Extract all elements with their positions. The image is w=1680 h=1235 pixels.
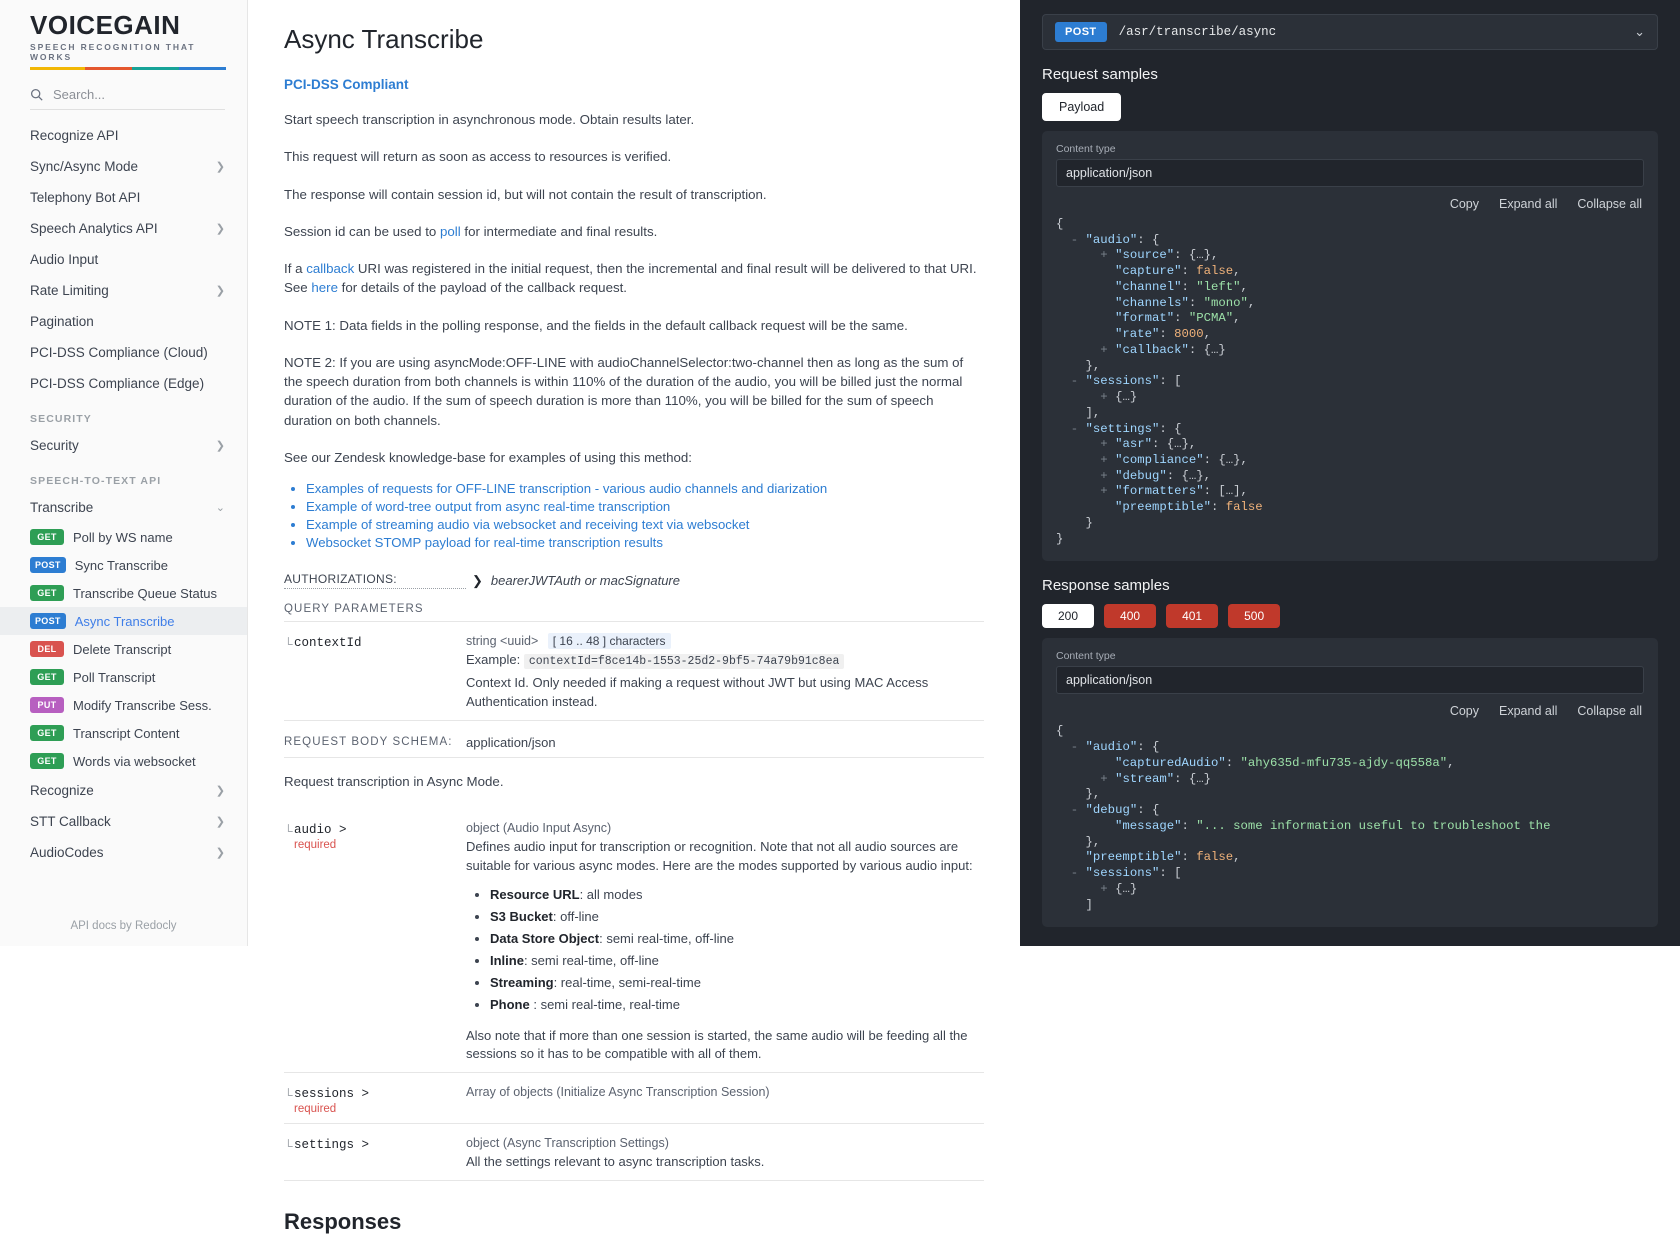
- op-label: Poll Transcript: [73, 669, 156, 685]
- note-1: NOTE 1: Data fields in the polling response, and the fields in the default callback request will be the same.: [284, 317, 908, 333]
- param-right: [466, 634, 984, 711]
- status-tab-200[interactable]: 200: [1042, 604, 1094, 628]
- chevron-right-icon[interactable]: ❯: [472, 572, 483, 588]
- param-type: object (Async Transcription Settings): [466, 1136, 669, 1151]
- search-input[interactable]: [51, 86, 211, 103]
- sidebar-item-label: Rate Limiting: [30, 283, 109, 298]
- list-item: [490, 952, 984, 970]
- sidebar-item-telephony-bot-api[interactable]: [0, 182, 247, 213]
- status-tab-401[interactable]: 401: [1166, 604, 1218, 628]
- param-name[interactable]: sessions >: [294, 1087, 370, 1102]
- mode-name: Data Store Object: [490, 930, 600, 946]
- list-item[interactable]: [306, 481, 984, 496]
- responses-heading: Responses: [284, 1209, 402, 1235]
- here-link[interactable]: here: [311, 280, 338, 296]
- body-field-settings: [284, 1124, 984, 1181]
- sidebar-op-transcribe-queue-status[interactable]: [0, 579, 247, 607]
- sidebar-item-security[interactable]: [0, 430, 247, 461]
- endpoint-method-badge: POST: [1055, 22, 1107, 42]
- response-samples-title: Response samples: [1042, 577, 1170, 595]
- sidebar-item-pci-dss-edge[interactable]: [0, 368, 247, 399]
- logo-color-bar: [30, 67, 226, 70]
- tree-branch-icon: └: [284, 1139, 293, 1154]
- list-item[interactable]: [306, 535, 984, 550]
- sidebar-op-delete-transcript[interactable]: [0, 635, 247, 663]
- list-item: [490, 908, 984, 926]
- sidebar-item-label: Sync/Async Mode: [30, 159, 139, 174]
- sidebar-section-security: SECURITY: [30, 413, 92, 425]
- logo-part1: VOICE: [30, 10, 114, 40]
- auth-value-1: bearerJWTAuth: [490, 573, 581, 589]
- mode-text: : semi real-time, off-line: [523, 953, 659, 969]
- sidebar-item-label: Recognize API: [30, 128, 119, 143]
- chevron-right-icon: ❯: [215, 785, 225, 797]
- session-id-paragraph: [284, 222, 984, 241]
- content-type-value[interactable]: application/json: [1056, 159, 1644, 187]
- copy-button[interactable]: Copy: [1449, 197, 1479, 211]
- mode-name: Inline: [490, 953, 524, 969]
- request-samples-title: Request samples: [1042, 66, 1158, 83]
- collapse-all-button[interactable]: Collapse all: [1577, 197, 1642, 211]
- op-label: Async Transcribe: [74, 613, 175, 629]
- chevron-right-icon: ❯: [215, 440, 225, 452]
- method-badge: GET: [30, 753, 64, 769]
- sidebar-item-label: Telephony Bot API: [30, 190, 141, 205]
- list-item: [490, 996, 984, 1014]
- sidebar-item-rate-limiting[interactable]: [0, 275, 247, 306]
- endpoint-path: /asr/transcribe/async: [1118, 25, 1277, 39]
- status-tab-500[interactable]: 500: [1228, 604, 1280, 628]
- mode-text: : off-line: [552, 908, 599, 924]
- sidebar-item-label: PCI-DSS Compliance (Cloud): [30, 345, 208, 360]
- request-sample-card: [1042, 131, 1658, 561]
- response-code-block: { - "audio": { "capturedAudio": "ahy635d-mfu735-ajdy-qq558a", + "stream": {…} }, - "debug": { "message": "... some information useful to troubleshoot the }, "preemptible": false, - "sessions": [ + {…} ]: [1056, 724, 1551, 912]
- method-badge: PUT: [30, 697, 64, 713]
- sidebar-footer: API docs by Redocly: [0, 910, 247, 946]
- sidebar-item-audiocodes[interactable]: [0, 837, 247, 868]
- request-code-actions: [1056, 197, 1642, 211]
- authorizations-value: [491, 573, 680, 588]
- method-badge: GET: [30, 669, 64, 685]
- intro-paragraph-3: The response will contain session id, but will not contain the result of transcription.: [284, 186, 767, 202]
- intro-paragraph-2: This request will return as soon as access to resources is verified.: [284, 149, 672, 165]
- method-badge: GET: [30, 585, 64, 601]
- method-badge: GET: [30, 725, 64, 741]
- example-links-list: [284, 481, 984, 550]
- logo[interactable]: [0, 0, 247, 80]
- sidebar: [0, 0, 248, 946]
- param-name[interactable]: settings >: [294, 1138, 370, 1153]
- body-field-sessions: [284, 1073, 984, 1124]
- op-label: Sync Transcribe: [74, 557, 168, 573]
- pci-dss-compliant-label: PCI-DSS Compliant: [284, 77, 409, 92]
- sidebar-op-modify-transcribe-session[interactable]: [0, 691, 247, 719]
- mode-name: S3 Bucket: [490, 908, 553, 924]
- op-label: Poll by WS name: [73, 529, 173, 545]
- sidebar-nav: [0, 120, 247, 868]
- body-field-audio: [284, 809, 984, 1074]
- chevron-down-icon[interactable]: ⌄: [1634, 24, 1645, 39]
- param-right: [466, 1085, 984, 1115]
- sidebar-item-label: Security: [30, 438, 79, 453]
- sidebar-item-stt-callback[interactable]: [0, 806, 247, 837]
- param-name: contextId: [294, 636, 362, 651]
- method-badge: DEL: [30, 641, 64, 657]
- note-2: NOTE 2: If you are using asyncMode:OFF-LINE with audioChannelSelector:two-channel then as long as the sum of the speech duration from both channels is within 110% of the duration of the audio, you will be billed just the normal duration of the audio. If the sum of speech duration is more than 110%, you will be billed for the sum of speech duration on both channels.: [284, 354, 964, 428]
- collapse-all-button[interactable]: Collapse all: [1577, 704, 1642, 719]
- param-type: string <uuid>: [466, 634, 539, 649]
- sidebar-section-stt: SPEECH-TO-TEXT API: [30, 475, 162, 487]
- param-required: required: [294, 1103, 337, 1116]
- callback-paragraph: [284, 259, 984, 298]
- param-constraint: [ 16 .. 48 ] characters: [548, 633, 671, 649]
- list-item[interactable]: [306, 499, 984, 514]
- callback-mid: URI was registered in the initial request, then the incremental and final result will be delivered to that URI. See: [284, 261, 977, 296]
- content-type-label: Content type: [1056, 143, 1116, 155]
- payload-tab[interactable]: Payload: [1042, 93, 1121, 121]
- example-link[interactable]: Example of streaming audio via websocket and receiving text via websocket: [306, 517, 750, 533]
- sidebar-item-label: Recognize: [30, 783, 94, 798]
- sidebar-item-label: Audio Input: [30, 252, 99, 267]
- param-left: [284, 1085, 466, 1115]
- mode-name: Phone: [490, 997, 530, 1013]
- copy-button[interactable]: Copy: [1449, 704, 1479, 719]
- method-badge: POST: [30, 557, 66, 573]
- callback-post: for details of the payload of the callback request.: [337, 280, 627, 296]
- list-item: [490, 886, 984, 904]
- response-sample-card: [1042, 638, 1658, 927]
- op-label: Words via websocket: [73, 753, 196, 769]
- op-label: Transcribe Queue Status: [73, 585, 218, 601]
- search-box[interactable]: [30, 86, 225, 110]
- chevron-right-icon: ❯: [215, 847, 225, 859]
- example-link[interactable]: Example of word-tree output from async real-time transcription: [306, 499, 671, 515]
- param-left: [284, 1136, 466, 1172]
- param-left: [284, 821, 466, 1065]
- tree-branch-icon: └: [284, 823, 293, 838]
- sidebar-item-sync-async-mode[interactable]: [0, 151, 247, 182]
- audio-modes-list: [466, 886, 984, 1015]
- sidebar-item-label: STT Callback: [30, 814, 111, 829]
- param-left: [284, 634, 466, 711]
- sidebar-item-recognize-api[interactable]: [0, 120, 247, 151]
- doc-content: [248, 0, 1020, 1235]
- page-title: Async Transcribe: [284, 24, 484, 54]
- sidebar-item-transcribe[interactable]: [0, 492, 247, 523]
- search-icon: [30, 88, 43, 101]
- content-type-label: Content type: [1056, 650, 1116, 663]
- op-label: Delete Transcript: [73, 641, 172, 657]
- sidebar-op-poll-by-ws-name[interactable]: [0, 523, 247, 551]
- poll-link[interactable]: poll: [439, 223, 461, 239]
- authorizations-label: AUTHORIZATIONS:: [284, 572, 466, 589]
- status-tabs: [1042, 604, 1658, 628]
- sidebar-item-pci-dss-cloud[interactable]: [0, 337, 247, 368]
- param-type: object (Audio Input Async): [466, 820, 612, 835]
- status-tab-400[interactable]: 400: [1104, 604, 1156, 628]
- param-type-line: [466, 634, 984, 648]
- mode-name: Resource URL: [490, 886, 580, 902]
- tree-branch-icon: └: [284, 1088, 293, 1103]
- chevron-right-icon: ❯: [215, 285, 225, 297]
- param-required: required: [294, 838, 337, 851]
- session-post: for intermediate and final results.: [460, 223, 658, 239]
- example-link[interactable]: Examples of requests for OFF-LINE transcription - various audio channels and diarization: [306, 481, 828, 497]
- param-row-contextid: [284, 622, 984, 720]
- op-label: Transcript Content: [73, 725, 180, 741]
- example-label: Example:: [466, 652, 521, 668]
- sidebar-item-label: Transcribe: [30, 500, 94, 515]
- method-badge: POST: [30, 613, 66, 629]
- chevron-right-icon: ❯: [215, 161, 225, 173]
- tree-branch-icon: └: [284, 637, 293, 652]
- response-code-actions: [1056, 704, 1642, 718]
- expand-all-button[interactable]: Expand all: [1499, 197, 1558, 211]
- chevron-right-icon: ❯: [215, 223, 225, 235]
- mode-text: : all modes: [579, 886, 643, 902]
- callback-link[interactable]: callback: [306, 261, 355, 277]
- sidebar-item-label: AudioCodes: [30, 845, 104, 860]
- sidebar-op-sync-transcribe[interactable]: [0, 551, 247, 579]
- request-body-schema-label: REQUEST BODY SCHEMA:: [284, 736, 453, 749]
- sidebar-item-pagination[interactable]: [0, 306, 247, 337]
- sidebar-item-recognize[interactable]: [0, 775, 247, 806]
- param-description: All the settings relevant to async transcription tasks.: [466, 1154, 765, 1170]
- param-right: [466, 1136, 984, 1172]
- samples-panel: [1020, 0, 1680, 946]
- request-body-schema-row: [284, 721, 984, 758]
- sidebar-op-transcript-content[interactable]: [0, 719, 247, 747]
- zendesk-line: See our Zendesk knowledge-base for examples of using this method:: [284, 449, 693, 465]
- request-body-description: Request transcription in Async Mode.: [284, 773, 504, 789]
- chevron-right-icon: ❯: [215, 816, 225, 828]
- sidebar-item-label: Speech Analytics API: [30, 221, 158, 236]
- callback-pre: If a: [284, 261, 307, 277]
- example-link[interactable]: Websocket STOMP payload for real-time transcription results: [306, 535, 663, 551]
- auth-or: or: [580, 573, 600, 589]
- mode-name: Streaming: [490, 975, 554, 991]
- example-value: contextId=f8ce14b-1553-25d2-9bf5-74a79b91c8ea: [524, 654, 845, 669]
- param-right: [466, 821, 984, 1065]
- list-item[interactable]: [306, 517, 984, 532]
- expand-all-button[interactable]: Expand all: [1499, 704, 1558, 719]
- list-item: [490, 974, 984, 992]
- query-parameters-heading: QUERY PARAMETERS: [284, 589, 984, 622]
- intro-paragraph-1: Start speech transcription in asynchronous mode. Obtain results later.: [284, 112, 695, 127]
- param-description: Defines audio input for transcription or recognition. Note that not all audio sources are suitable for various async modes. Here are the modes supported by various audio input:: [466, 838, 973, 873]
- sidebar-op-poll-transcript[interactable]: [0, 663, 247, 691]
- sidebar-item-speech-analytics-api[interactable]: [0, 213, 247, 244]
- authorizations-row[interactable]: [284, 572, 984, 589]
- sidebar-item-label: PCI-DSS Compliance (Edge): [30, 376, 205, 391]
- mode-text: : semi real-time, off-line: [599, 930, 734, 946]
- param-name[interactable]: audio >: [294, 822, 347, 837]
- mode-text: : semi real-time, real-time: [529, 997, 680, 1013]
- request-body-schema-value: application/json: [466, 734, 556, 750]
- logo-tagline: SPEECH RECOGNITION THAT WORKS: [30, 42, 196, 62]
- chevron-down-icon: ⌄: [215, 502, 225, 514]
- param-example: [466, 651, 984, 671]
- method-badge: GET: [30, 529, 64, 545]
- mode-text: : real-time, semi-real-time: [553, 975, 701, 991]
- content-type-value[interactable]: application/json: [1056, 666, 1644, 694]
- param-type: Array of objects (Initialize Async Transcription Session): [466, 1085, 770, 1100]
- endpoint-selector[interactable]: [1042, 14, 1658, 50]
- list-item: [490, 930, 984, 948]
- param-description-2: Also note that if more than one session is started, the same audio will be feeding all the sessions so it has to be compatible with all of them.: [466, 1027, 968, 1062]
- sidebar-item-audio-input[interactable]: [0, 244, 247, 275]
- request-code-block: { - "audio": { + "source": {…}, "capture": false, "channel": "left", "channels": "mono", "format": "PCMA", "rate": 8000, + "callback": {…} }, - "sessions": [ + {…} ], - "settings": { + "asr": {…}, + "compliance": {…}, + "debug": {…}, + "formatters": […], "preemptible": false } }: [1056, 217, 1263, 546]
- sidebar-item-label: Pagination: [30, 314, 94, 329]
- param-description: Context Id. Only needed if making a request without JWT but using MAC Access Authentication instead.: [466, 674, 929, 709]
- op-label: Modify Transcribe Sess.: [73, 697, 212, 713]
- sidebar-op-async-transcribe[interactable]: [0, 607, 247, 635]
- session-pre: Session id can be used to: [284, 223, 440, 239]
- logo-part2: GAIN: [113, 10, 181, 40]
- auth-value-2: macSignature: [599, 573, 680, 589]
- sidebar-op-words-via-websocket[interactable]: [0, 747, 247, 775]
